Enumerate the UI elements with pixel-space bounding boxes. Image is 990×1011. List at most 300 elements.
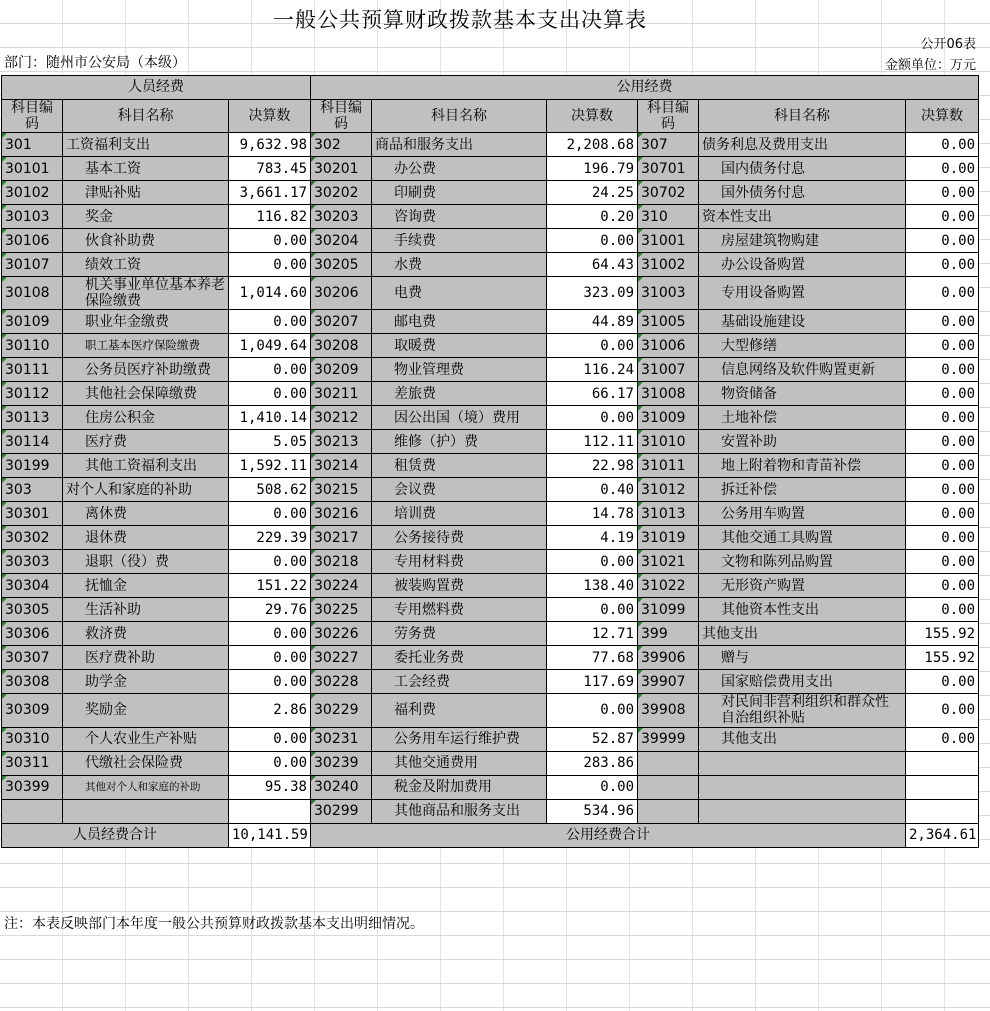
public-amount-cell[interactable]: 534.96 [547,799,638,823]
other-code-cell[interactable]: 39908 [638,694,699,727]
public-name-cell[interactable]: 公务接待费 [372,526,547,550]
header-code[interactable]: 科目编码 [2,100,63,133]
personnel-amount-cell[interactable]: 2.86 [229,694,311,727]
other-amount-cell[interactable]: 0.00 [906,430,979,454]
personnel-amount-cell[interactable]: 0.00 [229,670,311,694]
personnel-code-cell[interactable]: 303 [2,478,63,502]
other-code-cell[interactable]: 31009 [638,406,699,430]
public-name-cell[interactable]: 物业管理费 [372,358,547,382]
personnel-amount-cell[interactable]: 3,661.17 [229,181,311,205]
public-code-cell[interactable]: 30240 [311,775,372,799]
other-amount-cell[interactable]: 0.00 [906,574,979,598]
personnel-amount-cell[interactable]: 0.00 [229,253,311,277]
personnel-code-cell[interactable]: 30199 [2,454,63,478]
other-name-cell[interactable]: 无形资产购置 [699,574,906,598]
personnel-name-cell[interactable]: 机关事业单位基本养老保险缴费 [63,277,229,310]
department-label: 部门：随州市公安局（本级） [4,55,186,71]
public-name-cell[interactable]: 培训费 [372,502,547,526]
other-name-cell[interactable]: 拆迁补偿 [699,478,906,502]
personnel-amount-cell[interactable] [229,799,311,823]
table-row [2,478,979,502]
other-amount-cell[interactable]: 0.00 [906,358,979,382]
public-amount-cell[interactable]: 22.98 [547,454,638,478]
personnel-code-cell[interactable]: 30107 [2,253,63,277]
other-amount-cell[interactable]: 0.00 [906,133,979,157]
personnel-code-cell[interactable]: 30109 [2,310,63,334]
public-code-cell[interactable]: 30203 [311,205,372,229]
personnel-name-cell[interactable]: 其他社会保障缴费 [63,382,229,406]
public-name-cell[interactable]: 咨询费 [372,205,547,229]
other-amount-cell[interactable]: 0.00 [906,550,979,574]
public-amount-cell[interactable]: 2,208.68 [547,133,638,157]
other-amount-cell[interactable] [906,799,979,823]
table-row [2,454,979,478]
other-name-cell[interactable]: 资本性支出 [699,205,906,229]
other-name-cell[interactable]: 其他支出 [699,727,906,751]
personnel-amount-cell[interactable]: 0.00 [229,646,311,670]
other-code-cell[interactable]: 31002 [638,253,699,277]
personnel-amount-cell[interactable]: 783.45 [229,157,311,181]
other-name-cell[interactable]: 其他支出 [699,622,906,646]
unit-label: 金额单位：万元 [884,58,976,73]
personnel-code-cell[interactable]: 30113 [2,406,63,430]
header-code[interactable]: 科目编码 [311,100,372,133]
report-title: 一般公共预算财政拨款基本支出决算表 [273,8,647,32]
personnel-code-cell[interactable] [2,799,63,823]
public-code-cell[interactable]: 30216 [311,502,372,526]
other-amount-cell[interactable]: 0.00 [906,253,979,277]
public-code-cell[interactable]: 30202 [311,181,372,205]
public-code-cell[interactable]: 30204 [311,229,372,253]
personnel-amount-cell[interactable]: 9,632.98 [229,133,311,157]
personnel-amount-cell[interactable]: 95.38 [229,775,311,799]
other-amount-cell[interactable]: 0.00 [906,181,979,205]
personnel-amount-cell[interactable]: 29.76 [229,598,311,622]
other-code-cell[interactable]: 31008 [638,382,699,406]
header-amount[interactable]: 决算数 [906,100,979,133]
public-code-cell[interactable]: 302 [311,133,372,157]
other-code-cell[interactable]: 39999 [638,727,699,751]
personnel-amount-cell[interactable]: 229.39 [229,526,311,550]
other-amount-cell[interactable]: 0.00 [906,598,979,622]
other-code-cell[interactable]: 30701 [638,157,699,181]
public-code-cell[interactable]: 30209 [311,358,372,382]
public-total-label[interactable]: 公用经费合计 [311,823,906,847]
personnel-name-cell[interactable]: 津贴补贴 [63,181,229,205]
section-public[interactable]: 公用经费 [311,76,979,100]
public-name-cell[interactable]: 福利费 [372,694,547,727]
other-name-cell[interactable] [699,775,906,799]
public-name-cell[interactable]: 被装购置费 [372,574,547,598]
other-amount-cell[interactable]: 0.00 [906,454,979,478]
other-name-cell[interactable]: 国外债务付息 [699,181,906,205]
public-code-cell[interactable]: 30214 [311,454,372,478]
personnel-name-cell[interactable]: 工资福利支出 [63,133,229,157]
table-row [2,430,979,454]
other-code-cell[interactable]: 31005 [638,310,699,334]
header-amount[interactable]: 决算数 [547,100,638,133]
public-code-cell[interactable]: 30227 [311,646,372,670]
other-amount-cell[interactable]: 0.00 [906,526,979,550]
other-name-cell[interactable]: 信息网络及软件购置更新 [699,358,906,382]
other-name-cell[interactable]: 其他交通工具购置 [699,526,906,550]
public-code-cell[interactable]: 30212 [311,406,372,430]
other-name-cell[interactable]: 文物和陈列品购置 [699,550,906,574]
personnel-code-cell[interactable]: 30309 [2,694,63,727]
other-name-cell[interactable]: 专用设备购置 [699,277,906,310]
other-code-cell[interactable]: 31003 [638,277,699,310]
header-amount[interactable]: 决算数 [229,100,311,133]
other-code-cell[interactable]: 31012 [638,478,699,502]
section-personnel[interactable]: 人员经费 [2,76,311,100]
table-row [2,157,979,181]
public-code-cell[interactable]: 30239 [311,751,372,775]
table-row [2,550,979,574]
other-name-cell[interactable] [699,751,906,775]
other-amount-cell[interactable] [906,775,979,799]
other-name-cell[interactable]: 安置补助 [699,430,906,454]
other-amount-cell[interactable]: 0.00 [906,727,979,751]
public-name-cell[interactable]: 专用燃料费 [372,598,547,622]
public-name-cell[interactable]: 商品和服务支出 [372,133,547,157]
other-code-cell[interactable]: 39906 [638,646,699,670]
other-name-cell[interactable]: 基础设施建设 [699,310,906,334]
public-code-cell[interactable]: 30299 [311,799,372,823]
personnel-name-cell[interactable]: 奖金 [63,205,229,229]
other-name-cell[interactable] [699,799,906,823]
personnel-name-cell[interactable]: 奖励金 [63,694,229,727]
other-amount-cell[interactable]: 155.92 [906,622,979,646]
other-code-cell[interactable]: 31010 [638,430,699,454]
other-name-cell[interactable]: 赠与 [699,646,906,670]
personnel-total-label[interactable]: 人员经费合计 [2,823,229,847]
expenditure-table [1,75,979,848]
other-name-cell[interactable]: 大型修缮 [699,334,906,358]
public-amount-cell[interactable]: 116.24 [547,358,638,382]
other-code-cell[interactable]: 399 [638,622,699,646]
table-row [2,646,979,670]
public-amount-cell[interactable]: 0.40 [547,478,638,502]
personnel-name-cell[interactable]: 职工基本医疗保险缴费 [63,334,229,358]
other-code-cell[interactable] [638,751,699,775]
personnel-name-cell[interactable] [63,799,229,823]
other-amount-cell[interactable]: 155.92 [906,646,979,670]
public-code-cell[interactable]: 30225 [311,598,372,622]
other-code-cell[interactable]: 31099 [638,598,699,622]
public-amount-cell[interactable]: 52.87 [547,727,638,751]
public-code-cell[interactable]: 30231 [311,727,372,751]
header-name[interactable]: 科目名称 [372,100,547,133]
public-amount-cell[interactable]: 64.43 [547,253,638,277]
public-amount-cell[interactable]: 0.00 [547,694,638,727]
public-amount-cell[interactable]: 0.20 [547,205,638,229]
public-amount-cell[interactable]: 14.78 [547,502,638,526]
table-row [2,205,979,229]
personnel-code-cell[interactable]: 30108 [2,277,63,310]
public-name-cell[interactable]: 税金及附加费用 [372,775,547,799]
personnel-code-cell[interactable]: 30305 [2,598,63,622]
public-amount-cell[interactable]: 0.00 [547,775,638,799]
public-amount-cell[interactable]: 138.40 [547,574,638,598]
public-amount-cell[interactable]: 4.19 [547,526,638,550]
personnel-name-cell[interactable]: 医疗费 [63,430,229,454]
public-name-cell[interactable]: 其他交通费用 [372,751,547,775]
personnel-name-cell[interactable]: 其他工资福利支出 [63,454,229,478]
table-row [2,598,979,622]
table-number: 公开06表 [920,37,976,52]
other-amount-cell[interactable]: 0.00 [906,670,979,694]
table-row [2,622,979,646]
table-row [2,310,979,334]
personnel-amount-cell[interactable]: 0.00 [229,622,311,646]
public-code-cell[interactable]: 30201 [311,157,372,181]
public-amount-cell[interactable]: 24.25 [547,181,638,205]
other-name-cell[interactable]: 房屋建筑物购建 [699,229,906,253]
personnel-name-cell[interactable]: 伙食补助费 [63,229,229,253]
personnel-amount-cell[interactable]: 1,592.11 [229,454,311,478]
personnel-code-cell[interactable]: 30306 [2,622,63,646]
public-code-cell[interactable]: 30217 [311,526,372,550]
other-code-cell[interactable]: 310 [638,205,699,229]
public-name-cell[interactable]: 租赁费 [372,454,547,478]
other-amount-cell[interactable]: 0.00 [906,478,979,502]
public-amount-cell[interactable]: 0.00 [547,334,638,358]
other-amount-cell[interactable]: 0.00 [906,277,979,310]
public-amount-cell[interactable]: 112.11 [547,430,638,454]
personnel-name-cell[interactable]: 医疗费补助 [63,646,229,670]
table-row [2,526,979,550]
other-code-cell[interactable]: 31021 [638,550,699,574]
personnel-amount-cell[interactable]: 0.00 [229,751,311,775]
personnel-amount-cell[interactable]: 508.62 [229,478,311,502]
personnel-amount-cell[interactable]: 151.22 [229,574,311,598]
other-amount-cell[interactable]: 0.00 [906,406,979,430]
table-row [2,694,979,727]
public-name-cell[interactable]: 手续费 [372,229,547,253]
personnel-name-cell[interactable]: 其他对个人和家庭的补助 [63,775,229,799]
public-name-cell[interactable]: 印刷费 [372,181,547,205]
personnel-code-cell[interactable]: 30310 [2,727,63,751]
table-row [2,277,979,310]
personnel-code-cell[interactable]: 30399 [2,775,63,799]
public-name-cell[interactable]: 办公费 [372,157,547,181]
other-code-cell[interactable]: 31022 [638,574,699,598]
public-amount-cell[interactable]: 77.68 [547,646,638,670]
other-name-cell[interactable]: 土地补偿 [699,406,906,430]
public-amount-cell[interactable]: 12.71 [547,622,638,646]
public-name-cell[interactable]: 电费 [372,277,547,310]
public-name-cell[interactable]: 取暖费 [372,334,547,358]
table-row [2,727,979,751]
public-code-cell[interactable]: 30205 [311,253,372,277]
personnel-amount-cell[interactable]: 5.05 [229,430,311,454]
personnel-name-cell[interactable]: 对个人和家庭的补助 [63,478,229,502]
public-code-cell[interactable]: 30211 [311,382,372,406]
other-amount-cell[interactable]: 0.00 [906,334,979,358]
other-amount-cell[interactable]: 0.00 [906,310,979,334]
table-row [2,133,979,157]
table-row [2,502,979,526]
other-name-cell[interactable]: 对民间非营利组织和群众性自治组织补贴 [699,694,906,727]
public-amount-cell[interactable]: 0.00 [547,598,638,622]
other-amount-cell[interactable]: 0.00 [906,205,979,229]
personnel-code-cell[interactable]: 30111 [2,358,63,382]
public-code-cell[interactable]: 30228 [311,670,372,694]
public-amount-cell[interactable]: 0.00 [547,550,638,574]
public-code-cell[interactable]: 30218 [311,550,372,574]
public-code-cell[interactable]: 30208 [311,334,372,358]
other-code-cell[interactable]: 39907 [638,670,699,694]
other-name-cell[interactable]: 国内债务付息 [699,157,906,181]
other-amount-cell[interactable] [906,751,979,775]
personnel-code-cell[interactable]: 30103 [2,205,63,229]
public-amount-cell[interactable]: 283.86 [547,751,638,775]
personnel-name-cell[interactable]: 退职（役）费 [63,550,229,574]
public-amount-cell[interactable]: 0.00 [547,406,638,430]
public-total-amount[interactable]: 2,364.61 [906,823,979,847]
table-row [2,406,979,430]
personnel-code-cell[interactable]: 30307 [2,646,63,670]
personnel-amount-cell[interactable]: 1,049.64 [229,334,311,358]
public-amount-cell[interactable]: 66.17 [547,382,638,406]
personnel-amount-cell[interactable]: 0.00 [229,382,311,406]
personnel-code-cell[interactable]: 30101 [2,157,63,181]
other-name-cell[interactable]: 办公设备购置 [699,253,906,277]
public-amount-cell[interactable]: 196.79 [547,157,638,181]
public-code-cell[interactable]: 30229 [311,694,372,727]
personnel-code-cell[interactable]: 30106 [2,229,63,253]
other-code-cell[interactable] [638,799,699,823]
other-name-cell[interactable]: 物资储备 [699,382,906,406]
table-row [2,253,979,277]
other-amount-cell[interactable]: 0.00 [906,157,979,181]
public-code-cell[interactable]: 30206 [311,277,372,310]
public-code-cell[interactable]: 30226 [311,622,372,646]
public-amount-cell[interactable]: 323.09 [547,277,638,310]
personnel-name-cell[interactable]: 生活补助 [63,598,229,622]
personnel-name-cell[interactable]: 公务员医疗补助缴费 [63,358,229,382]
other-code-cell[interactable]: 31007 [638,358,699,382]
personnel-code-cell[interactable]: 30302 [2,526,63,550]
other-amount-cell[interactable]: 0.00 [906,694,979,727]
table-row [2,181,979,205]
personnel-code-cell[interactable]: 30308 [2,670,63,694]
other-name-cell[interactable]: 地上附着物和青苗补偿 [699,454,906,478]
public-amount-cell[interactable]: 0.00 [547,229,638,253]
personnel-amount-cell[interactable]: 1,410.14 [229,406,311,430]
other-code-cell[interactable]: 31001 [638,229,699,253]
personnel-amount-cell[interactable]: 116.82 [229,205,311,229]
personnel-amount-cell[interactable]: 0.00 [229,502,311,526]
public-name-cell[interactable]: 公务用车运行维护费 [372,727,547,751]
table-row [2,382,979,406]
public-name-cell[interactable]: 维修（护）费 [372,430,547,454]
other-code-cell[interactable]: 31011 [638,454,699,478]
personnel-name-cell[interactable]: 退休费 [63,526,229,550]
personnel-amount-cell[interactable]: 0.00 [229,727,311,751]
table-row [2,358,979,382]
other-name-cell[interactable]: 债务利息及费用支出 [699,133,906,157]
personnel-name-cell[interactable]: 救济费 [63,622,229,646]
header-name[interactable]: 科目名称 [699,100,906,133]
other-name-cell[interactable]: 国家赔偿费用支出 [699,670,906,694]
other-code-cell[interactable] [638,775,699,799]
header-name[interactable]: 科目名称 [63,100,229,133]
personnel-name-cell[interactable]: 抚恤金 [63,574,229,598]
personnel-code-cell[interactable]: 30304 [2,574,63,598]
public-code-cell[interactable]: 30207 [311,310,372,334]
personnel-name-cell[interactable]: 绩效工资 [63,253,229,277]
personnel-name-cell[interactable]: 基本工资 [63,157,229,181]
table-row [2,574,979,598]
personnel-code-cell[interactable]: 301 [2,133,63,157]
header-code[interactable]: 科目编码 [638,100,699,133]
personnel-code-cell[interactable]: 30303 [2,550,63,574]
personnel-name-cell[interactable]: 职业年金缴费 [63,310,229,334]
public-name-cell[interactable]: 邮电费 [372,310,547,334]
table-row [2,334,979,358]
personnel-name-cell[interactable]: 离休费 [63,502,229,526]
footnote: 注：本表反映部门本年度一般公共预算财政拨款基本支出明细情况。 [4,916,424,932]
public-amount-cell[interactable]: 117.69 [547,670,638,694]
personnel-code-cell[interactable]: 30102 [2,181,63,205]
personnel-code-cell[interactable]: 30301 [2,502,63,526]
personnel-name-cell[interactable]: 住房公积金 [63,406,229,430]
other-name-cell[interactable]: 其他资本性支出 [699,598,906,622]
personnel-code-cell[interactable]: 30114 [2,430,63,454]
table-row [2,799,979,823]
other-amount-cell[interactable]: 0.00 [906,502,979,526]
public-amount-cell[interactable]: 44.89 [547,310,638,334]
public-name-cell[interactable]: 委托业务费 [372,646,547,670]
other-code-cell[interactable]: 31019 [638,526,699,550]
personnel-code-cell[interactable]: 30112 [2,382,63,406]
public-name-cell[interactable]: 会议费 [372,478,547,502]
public-name-cell[interactable]: 其他商品和服务支出 [372,799,547,823]
personnel-amount-cell[interactable]: 0.00 [229,229,311,253]
personnel-name-cell[interactable]: 个人农业生产补贴 [63,727,229,751]
public-name-cell[interactable]: 劳务费 [372,622,547,646]
table-row [2,751,979,775]
public-name-cell[interactable]: 水费 [372,253,547,277]
other-amount-cell[interactable]: 0.00 [906,229,979,253]
personnel-total-amount[interactable]: 10,141.59 [229,823,311,847]
other-code-cell[interactable]: 31013 [638,502,699,526]
personnel-amount-cell[interactable]: 0.00 [229,550,311,574]
table-row [2,775,979,799]
other-code-cell[interactable]: 31006 [638,334,699,358]
personnel-code-cell[interactable]: 30311 [2,751,63,775]
personnel-amount-cell[interactable]: 0.00 [229,358,311,382]
other-amount-cell[interactable]: 0.00 [906,382,979,406]
personnel-name-cell[interactable]: 助学金 [63,670,229,694]
personnel-amount-cell[interactable]: 0.00 [229,310,311,334]
other-code-cell[interactable]: 307 [638,133,699,157]
other-code-cell[interactable]: 30702 [638,181,699,205]
public-code-cell[interactable]: 30215 [311,478,372,502]
public-code-cell[interactable]: 30213 [311,430,372,454]
personnel-name-cell[interactable]: 代缴社会保险费 [63,751,229,775]
personnel-code-cell[interactable]: 30110 [2,334,63,358]
personnel-amount-cell[interactable]: 1,014.60 [229,277,311,310]
public-code-cell[interactable]: 30224 [311,574,372,598]
public-name-cell[interactable]: 工会经费 [372,670,547,694]
public-name-cell[interactable]: 差旅费 [372,382,547,406]
public-name-cell[interactable]: 专用材料费 [372,550,547,574]
table-row [2,670,979,694]
other-name-cell[interactable]: 公务用车购置 [699,502,906,526]
public-name-cell[interactable]: 因公出国（境）费用 [372,406,547,430]
